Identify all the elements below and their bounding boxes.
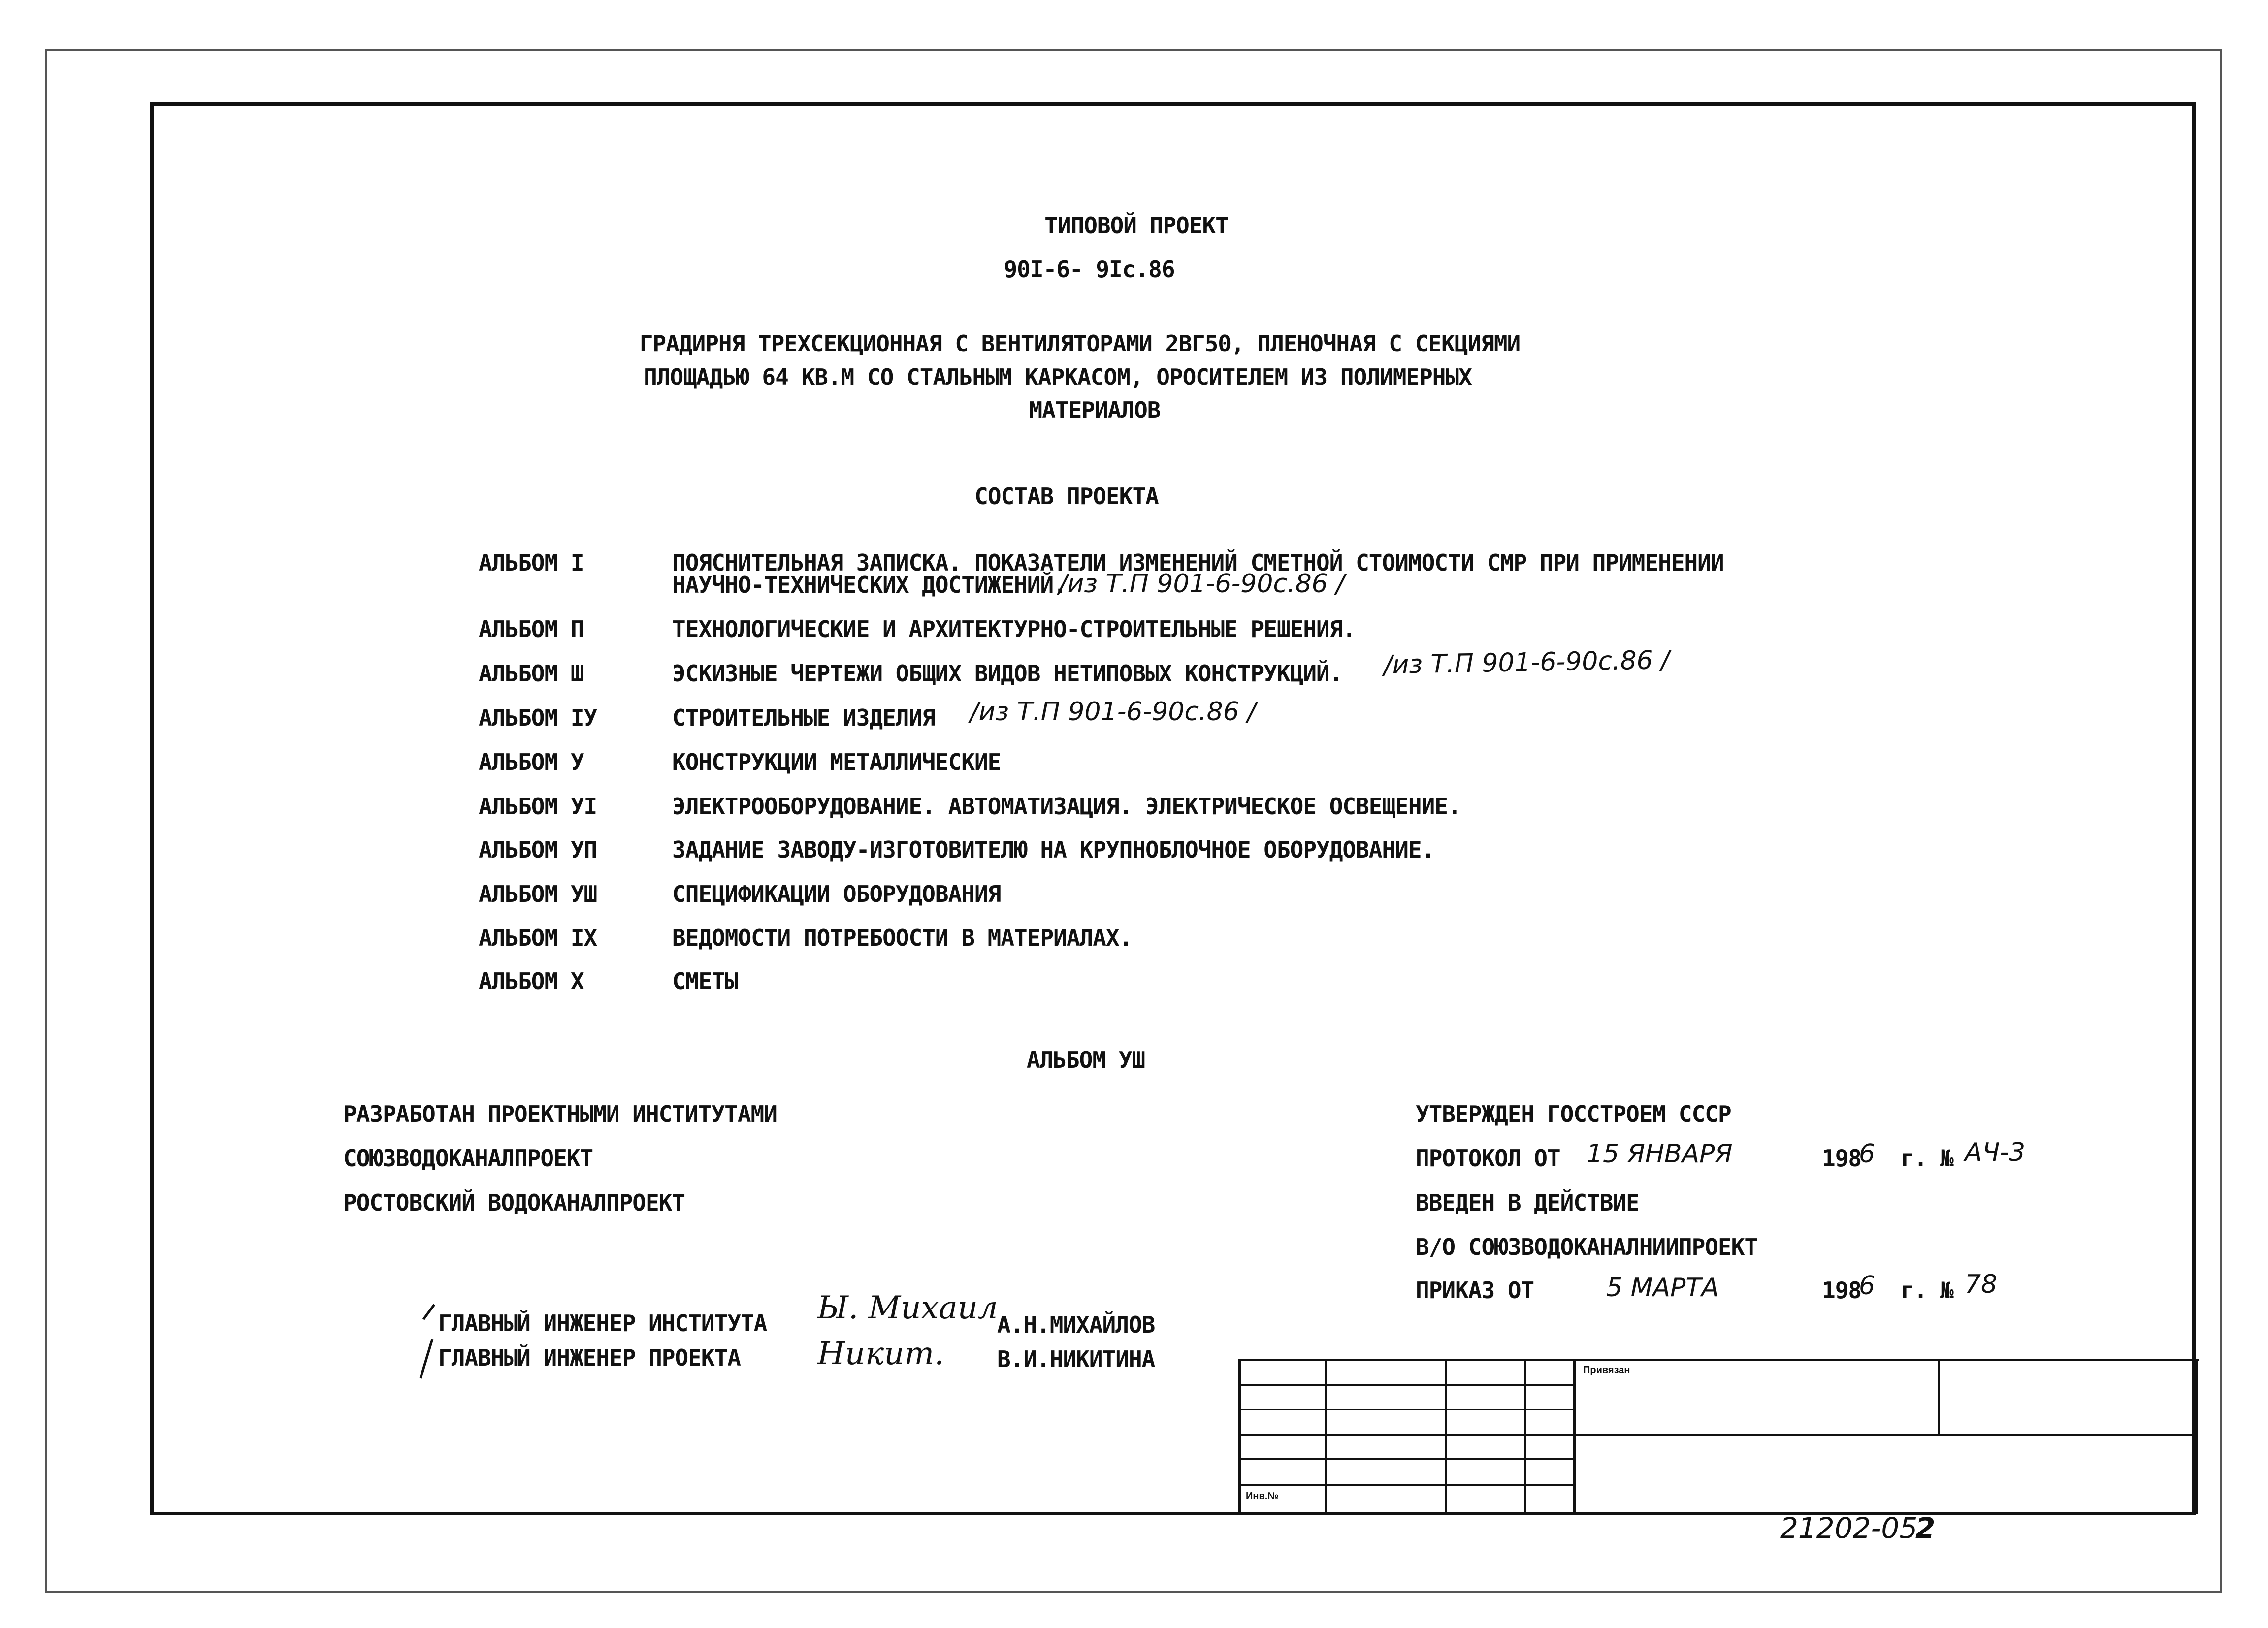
title-line-1: ГРАДИРНЯ ТРЕХСЕКЦИОННАЯ С ВЕНТИЛЯТОРАМИ 2ВГ50, ПЛЕНОЧНАЯ С СЕКЦИЯМИ: [639, 330, 1521, 357]
order-year-suffix: г. №: [1901, 1277, 1953, 1304]
signatory-name-1: А.Н.МИХАЙЛОВ: [997, 1311, 1155, 1338]
approval-org: В/О СОЮЗВОДОКАНАЛНИИПРОЕКТ: [1416, 1234, 1758, 1260]
signatory-name-2: В.И.НИКИТИНА: [997, 1346, 1155, 1373]
album-description: ПОЯСНИТЕЛЬНАЯ ЗАПИСКА. ПОКАЗАТЕЛИ ИЗМЕНЕНИЙ СМЕТНОЙ СТОИМОСТИ СМР ПРИ ПРИМЕНЕНИИ: [672, 549, 1724, 576]
signature-role-1: ГЛАВНЫЙ ИНЖЕНЕР ИНСТИТУТА: [438, 1310, 767, 1337]
album-description: КОНСТРУКЦИИ МЕТАЛЛИЧЕСКИЕ: [672, 749, 1001, 775]
order-year-prefix: 198: [1822, 1277, 1862, 1304]
protocol-year-prefix: 198: [1822, 1145, 1862, 1172]
signature-2: Никит.: [817, 1336, 944, 1372]
album-label: АЛЬБОМ УШ: [479, 881, 597, 907]
album-label: АЛЬБОМ П: [479, 616, 584, 642]
album-description: СПЕЦИФИКАЦИИ ОБОРУДОВАНИЯ: [672, 881, 1001, 907]
institute-1: СОЮЗВОДОКАНАЛПРОЕКТ: [343, 1145, 593, 1172]
album-description: СМЕТЫ: [672, 968, 738, 994]
album-label: АЛЬБОМ УI: [479, 793, 597, 820]
stamp-line: [1445, 1359, 1447, 1514]
developed-by-heading: РАЗРАБОТАН ПРОЕКТНЫМИ ИНСТИТУТАМИ: [343, 1101, 777, 1127]
stamp-line: [1524, 1359, 1526, 1514]
album-description: СТРОИТЕЛЬНЫЕ ИЗДЕЛИЯ: [672, 704, 935, 731]
stamp-line: [1325, 1359, 1327, 1514]
order-number: 78: [1965, 1270, 1998, 1299]
stamp-line: [1573, 1359, 1576, 1514]
doc-type: ТИПОВОЙ ПРОЕКТ: [1044, 212, 1229, 239]
album-note: /из Т.П 901-6-90с.86 /: [1059, 569, 1345, 599]
album-description: ВЕДОМОСТИ ПОТРЕБООСТИ В МАТЕРИАЛАХ.: [672, 925, 1133, 951]
signature-1: Ы. Михаил: [817, 1290, 998, 1326]
stamp-line: [1238, 1359, 1241, 1514]
album-description: ТЕХНОЛОГИЧЕСКИЕ И АРХИТЕКТУРНО-СТРОИТЕЛЬНЫЕ РЕШЕНИЯ.: [672, 616, 1356, 642]
approved-by: УТВЕРЖДЕН ГОССТРОЕМ СССР: [1416, 1101, 1731, 1127]
album-note: /из Т.П 901-6-90с.86 /: [970, 697, 1256, 727]
album-label: АЛЬБОМ Ш: [479, 660, 584, 687]
album-label: АЛЬБОМ I: [479, 549, 584, 576]
stamp-line: [1238, 1384, 1574, 1386]
album-label: АЛЬБОМ IХ: [479, 925, 597, 951]
title-line-2: ПЛОЩАДЬЮ 64 КВ.М СО СТАЛЬНЫМ КАРКАСОМ, ОРОСИТЕЛЕМ ИЗ ПОЛИМЕРНЫХ: [644, 364, 1472, 390]
protocol-year-suffix: г. №: [1901, 1145, 1953, 1172]
stamp-line: [1238, 1434, 2198, 1436]
album-label: АЛЬБОМ Х: [479, 968, 584, 994]
institute-2: РОСТОВСКИЙ ВОДОКАНАЛПРОЕКТ: [343, 1189, 685, 1216]
album-label: АЛЬБОМ УП: [479, 836, 597, 863]
stamp-line: [1938, 1359, 1940, 1434]
current-album: АЛЬБОМ УШ: [1026, 1047, 1145, 1073]
album-description: ЭСКИЗНЫЕ ЧЕРТЕЖИ ОБЩИХ ВИДОВ НЕТИПОВЫХ КОНСТРУКЦИЙ.: [672, 660, 1343, 687]
section-heading: СОСТАВ ПРОЕКТА: [974, 483, 1159, 510]
order-year-digit: 6: [1859, 1271, 1876, 1301]
protocol-date: 15 ЯНВАРЯ: [1587, 1139, 1733, 1169]
album-note: /из Т.П 901-6-90с.86 /: [1383, 645, 1670, 680]
protocol-number: АЧ-3: [1965, 1138, 2026, 1167]
album-description: ЭЛЕКТРООБОРУДОВАНИЕ. АВТОМАТИЗАЦИЯ. ЭЛЕКТРИЧЕСКОЕ ОСВЕЩЕНИЕ.: [672, 793, 1461, 820]
stamp-line: [1238, 1484, 1574, 1486]
sheet-number: 2: [1915, 1511, 1936, 1545]
protocol-label: ПРОТОКОЛ ОТ: [1416, 1145, 1560, 1172]
sheet-code: 21202-05: [1780, 1511, 1918, 1545]
signature-slash-marks: [414, 1300, 443, 1383]
protocol-year-digit: 6: [1859, 1139, 1876, 1169]
stamp-line: [1238, 1359, 2199, 1361]
inventory-number-label: Инв.№: [1246, 1491, 1279, 1501]
album-label: АЛЬБОМ IУ: [479, 704, 597, 731]
album-description: ЗАДАНИЕ ЗАВОДУ-ИЗГОТОВИТЕЛЮ НА КРУПНОБЛОЧНОЕ ОБОРУДОВАНИЕ.: [672, 836, 1435, 863]
album-label: АЛЬБОМ У: [479, 749, 584, 775]
project-number: 90I-6- 9Iс.86: [1004, 256, 1175, 283]
order-label: ПРИКАЗ ОТ: [1416, 1277, 1534, 1304]
enacted-label: ВВЕДЕН В ДЕЙСТВИЕ: [1416, 1189, 1639, 1216]
stamp-line: [2195, 1359, 2198, 1514]
order-date: 5 МАРТА: [1606, 1273, 1719, 1303]
album-description: НАУЧНО-ТЕХНИЧЕСКИХ ДОСТИЖЕНИЙ.: [672, 572, 1067, 598]
signature-role-2: ГЛАВНЫЙ ИНЖЕНЕР ПРОЕКТА: [438, 1344, 741, 1371]
title-line-3: МАТЕРИАЛОВ: [1029, 397, 1161, 423]
stamp-line: [1238, 1458, 1574, 1460]
attached-label: Привязан: [1583, 1365, 1630, 1375]
stamp-line: [1238, 1409, 1574, 1410]
